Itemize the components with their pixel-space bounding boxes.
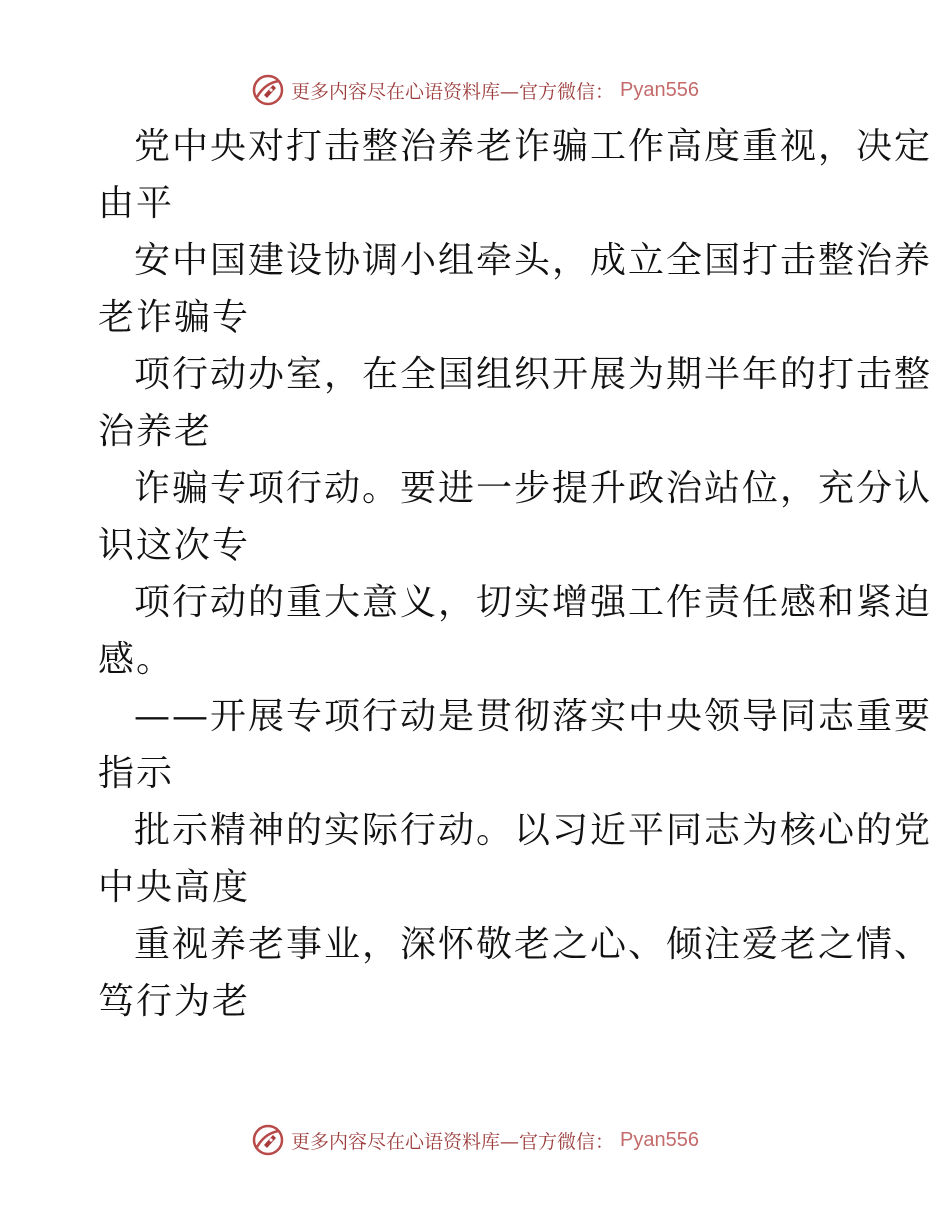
watermark-wechat-id: Pyan556 — [620, 78, 699, 101]
paragraph-line: 治养老 — [98, 411, 213, 452]
paragraph-line: 中央高度 — [98, 867, 251, 908]
paragraph-line: 重视养老事业，深怀敬老之心、倾注爱老之情、 — [134, 924, 933, 965]
paragraph-line: 安中国建设协调小组牵头，成立全国打击整治养 — [134, 240, 933, 281]
paragraph-line: ——开展专项行动是贯彻落实中央领导同志重要 — [134, 696, 933, 737]
paragraph-line: 识这次专 — [98, 525, 251, 566]
pen-nib-logo-icon — [251, 1123, 285, 1157]
footer-watermark — [0, 1120, 950, 1160]
watermark-text: 更多内容尽在心语资料库—官方微信： — [291, 80, 615, 103]
paragraph-line: 党中央对打击整治养老诈骗工作高度重视，决定 — [134, 126, 933, 167]
paragraph-line: 笃行为老 — [98, 981, 251, 1022]
document-body — [98, 118, 933, 1030]
paragraph-line: 批示精神的实际行动。以习近平同志为核心的党 — [134, 810, 933, 851]
paragraph-line: 诈骗专项行动。要进一步提升政治站位，充分认 — [134, 468, 933, 509]
pen-nib-logo-icon — [251, 73, 285, 107]
header-watermark — [0, 70, 950, 110]
paragraph-line: 老诈骗专 — [98, 297, 251, 338]
watermark-wechat-id: Pyan556 — [620, 1128, 699, 1151]
paragraph-line: 项行动办室，在全国组织开展为期半年的打击整 — [134, 354, 933, 395]
watermark-text: 更多内容尽在心语资料库—官方微信： — [291, 1130, 615, 1153]
paragraph-line: 项行动的重大意义，切实增强工作责任感和紧迫 — [134, 582, 933, 623]
paragraph-line: 指示 — [98, 753, 175, 794]
paragraph-line: 由平 — [98, 183, 175, 224]
paragraph-line: 感。 — [98, 639, 175, 680]
